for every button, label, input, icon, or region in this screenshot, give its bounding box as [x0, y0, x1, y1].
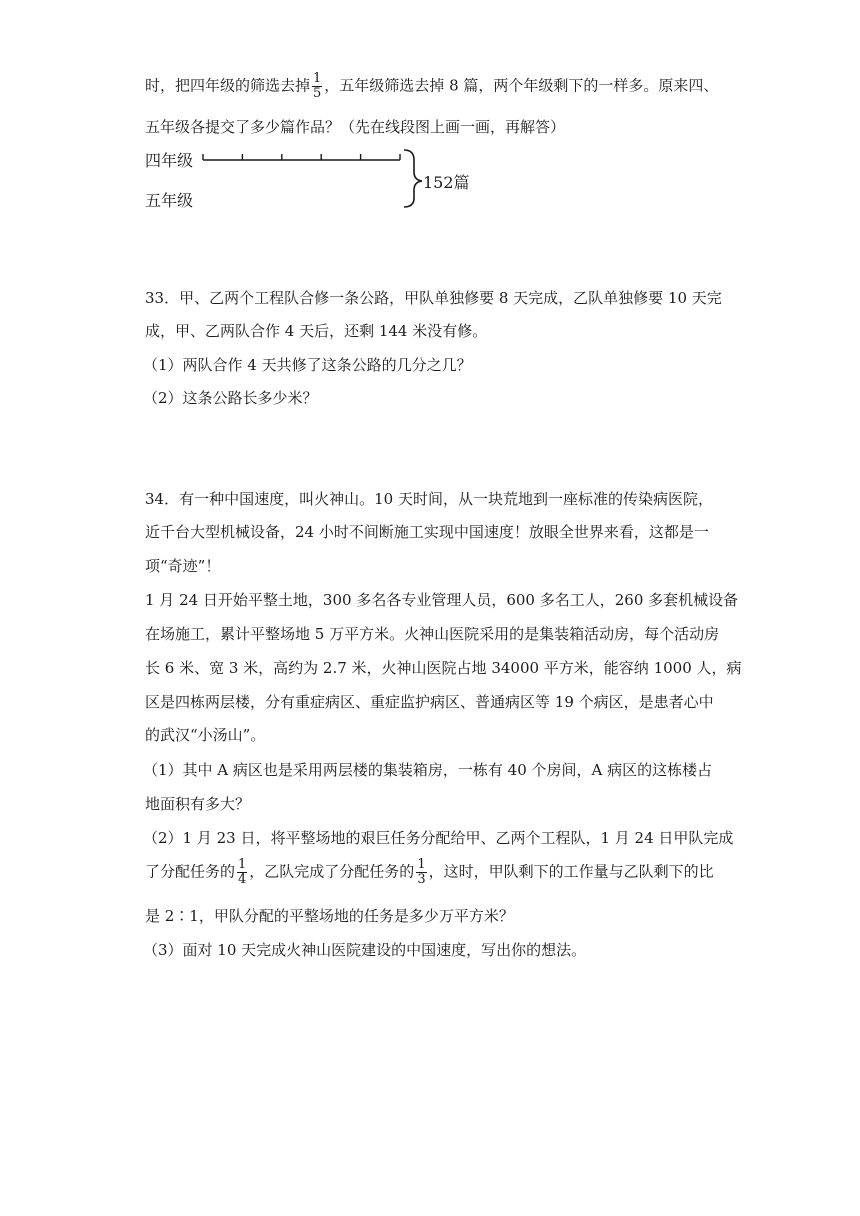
q32-line-2: 五年级各提交了多少篇作品？（先在线段图上画一画，再解答）	[145, 118, 566, 136]
q34-subquestion-2-line-2	[145, 858, 714, 887]
q33-subquestion-1: （1）两队合作 4 天共修了这条公路的几分之几？	[143, 356, 472, 374]
fraction-numerator: 1	[417, 857, 426, 872]
diagram-brace	[404, 150, 422, 207]
q34-line-1: 34．有一种中国速度，叫火神山。10 天时间，从一块荒地到一座标准的传染病医院，	[145, 490, 713, 508]
diagram-total-label: 152篇	[423, 173, 470, 192]
q32-text-a: 时，把四年级的筛选去掉	[145, 76, 311, 95]
q34-subquestion-1-line-1: （1）其中 A 病区也是采用两层楼的集装箱房，一栋有 40 个房间，A 病区的这栋楼占	[143, 761, 713, 779]
q34-subquestion-1-line-2: 地面积有多大？	[145, 795, 251, 813]
fraction-numerator: 1	[313, 71, 322, 86]
q34-line-3: 项“奇迹”！	[145, 557, 221, 575]
q33-line-2: 成，甲、乙两队合作 4 天后，还剩 144 米没有修。	[145, 322, 488, 340]
fraction-denominator: 5	[313, 86, 322, 101]
fraction-numerator: 1	[238, 857, 247, 872]
q34-line-4: 1 月 24 日开始平整土地，300 多名各专业管理人员，600 多名工人，260 多套机械设备	[145, 591, 739, 609]
q33-line-1: 33．甲、乙两个工程队合修一条公路，甲队单独修要 8 天完成，乙队单独修要 10 天完	[145, 289, 722, 307]
q34-subquestion-2-line-1: （2）1 月 23 日，将平整场地的艰巨任务分配给甲、乙两个工程队，1 月 24 日甲队完成	[143, 829, 734, 847]
q34-subquestion-3: （3）面对 10 天完成火神山医院建设的中国速度，写出你的想法。	[143, 941, 587, 959]
q34-line-2: 近千台大型机械设备，24 小时不间断施工实现中国速度！放眼全世界来看，这都是一	[145, 523, 709, 541]
fraction-one-quarter	[237, 858, 247, 887]
fraction-denominator: 4	[238, 872, 247, 887]
q34-line-5: 在场施工，累计平整场地 5 万平方米。火神山医院采用的是集装箱活动房，每个活动房	[145, 625, 720, 643]
q34-line-8: 的武汉“小汤山”。	[145, 726, 266, 744]
q34-line-6: 长 6 米、宽 3 米，高约为 2.7 米，火神山医院占地 34000 平方米，能容纳 1000 人，病	[145, 659, 742, 677]
segment-diagram	[0, 0, 860, 240]
q33-subquestion-2: （2）这条公路长多少米？	[143, 389, 318, 407]
q34-sub2-text-b: ，乙队完成了分配任务的	[249, 862, 415, 881]
q34-sub2-text-a: 了分配任务的	[145, 862, 236, 881]
q34-subquestion-2-line-3: 是 2∶1，甲队分配的平整场地的任务是多少万平方米？	[145, 907, 514, 925]
q32-text-b: ，五年级筛选去掉 8 篇，两个年级剩下的一样多。原来四、	[324, 76, 719, 95]
q34-line-7: 区是四栋两层楼，分有重症病区、重症监护病区、普通病区等 19 个病区，是患者心中	[145, 693, 714, 711]
diagram-label-grade4: 四年级	[145, 151, 194, 170]
diagram-label-grade5: 五年级	[145, 191, 194, 210]
q34-sub2-text-c: ，这时，甲队剩下的工作量与乙队剩下的比	[428, 862, 714, 881]
fraction-one-third	[416, 858, 426, 887]
fraction-denominator: 3	[417, 872, 426, 887]
